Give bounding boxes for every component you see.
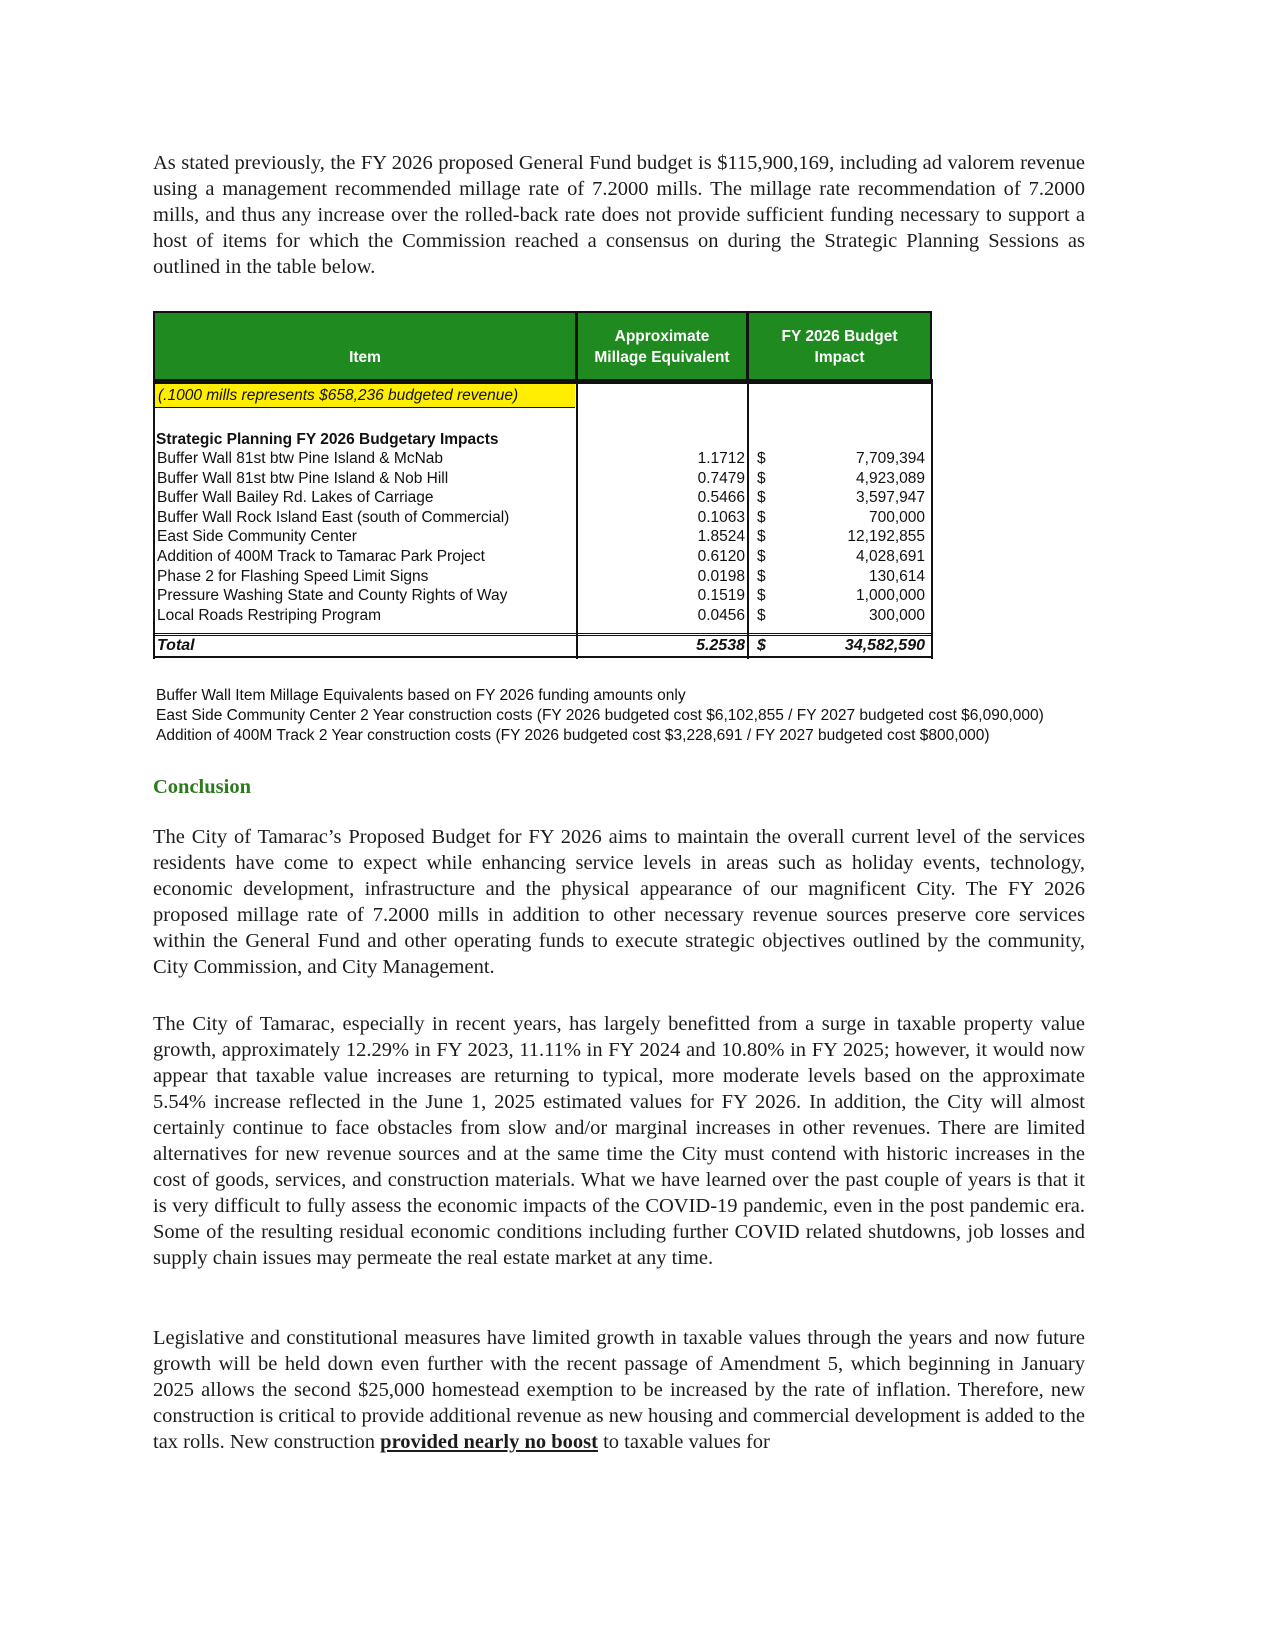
row-amount: 130,614 bbox=[868, 567, 925, 585]
row-dollar-sign: $ bbox=[757, 508, 766, 526]
row-millage: 1.8524 bbox=[697, 528, 745, 546]
table-row bbox=[153, 527, 933, 548]
row-millage: 1.1712 bbox=[697, 450, 745, 467]
row-item: East Side Community Center bbox=[157, 528, 357, 546]
table-row bbox=[153, 449, 933, 470]
row-amount: 1,000,000 bbox=[856, 587, 925, 605]
row-millage: 0.1519 bbox=[697, 587, 745, 605]
table-row bbox=[153, 606, 933, 627]
row-dollar-sign: $ bbox=[757, 469, 766, 487]
conclusion-paragraph-2: The City of Tamarac, especially in recent years, has largely benefitted from a surge in taxable property value growth, approximately 12.29% in FY 2023, 11.11% in FY 2024 and 10.80% in FY 2025; however, it would now appear that taxable value increases are returning to typical, more moderate levels based on the approximate 5.54% increase reflected in the June 1, 2025 estimated values for FY 2026. In addition, the City will almost certainly continue to face obstacles from slow and/or marginal increases in other revenues. There are limited alternatives for new revenue sources and at the same time the City must contend with historic increases in the cost of goods, services, and construction materials. What we have learned over the past couple of years is that it is very difficult to fully assess the economic impacts of the COVID-19 pandemic, even in the post pandemic era. Some of the resulting residual economic conditions including further COVID related shutdowns, job losses and supply chain issues may permeate the real estate market at any time. bbox=[153, 1013, 1085, 1269]
table-row bbox=[153, 547, 933, 568]
table-row bbox=[153, 586, 933, 607]
total-dollar-sign: $ bbox=[757, 637, 766, 654]
row-dollar-sign: $ bbox=[757, 489, 766, 507]
strategic-planning-table bbox=[153, 311, 933, 659]
header-item: Item bbox=[153, 311, 577, 381]
row-dollar-sign: $ bbox=[757, 567, 766, 585]
row-item: Phase 2 for Flashing Speed Limit Signs bbox=[157, 567, 429, 585]
total-row bbox=[153, 636, 933, 657]
footnote-track: Addition of 400M Track 2 Year construction costs (FY 2026 budgeted cost $3,228,691 / FY 2027 budgeted cost $800,000) bbox=[156, 727, 990, 744]
total-divider bbox=[153, 633, 933, 634]
row-millage: 0.7479 bbox=[697, 469, 745, 487]
conclusion-paragraph-3 bbox=[153, 1325, 1085, 1455]
row-item: Pressure Washing State and County Rights of Way bbox=[157, 587, 508, 605]
row-millage: 0.1063 bbox=[697, 508, 745, 526]
conclusion-paragraph-1: The City of Tamarac’s Proposed Budget for FY 2026 aims to maintain the overall current level of the services residents have come to expect while enhancing service levels in areas such as holiday events, technology, economic development, infrastructure and the physical appearance of our magnificent City. The FY 2026 proposed millage rate of 7.2000 mills in addition to other necessary revenue sources preserve core services within the General Fund and other operating funds to execute strategic objectives outlined by the community, City Commission, and City Management. bbox=[153, 826, 1085, 978]
total-amount: 34,582,590 bbox=[844, 637, 925, 654]
row-item: Buffer Wall Rock Island East (south of Commercial) bbox=[157, 508, 510, 526]
row-amount: 7,709,394 bbox=[856, 450, 925, 467]
row-amount: 4,028,691 bbox=[856, 548, 925, 565]
row-item: Buffer Wall 81st btw Pine Island & McNab bbox=[157, 450, 444, 467]
header-millage: Approximate Millage Equivalent bbox=[576, 311, 748, 381]
row-millage: 0.5466 bbox=[697, 489, 745, 507]
row-item: Buffer Wall Bailey Rd. Lakes of Carriage bbox=[157, 489, 434, 507]
table-row bbox=[153, 469, 933, 490]
row-amount: 300,000 bbox=[868, 606, 925, 624]
millage-note: (.1000 mills represents $658,236 budgeted revenue) bbox=[155, 384, 575, 408]
row-dollar-sign: $ bbox=[757, 606, 766, 624]
table-row bbox=[153, 508, 933, 529]
paragraph-3-end: to taxable values for bbox=[603, 1431, 770, 1453]
row-millage: 0.0198 bbox=[697, 567, 745, 585]
total-millage: 5.2538 bbox=[696, 637, 745, 654]
footnote-community-center: East Side Community Center 2 Year construction costs (FY 2026 budgeted cost $6,102,855 / FY 2027 budgeted cost $6,090,000) bbox=[156, 707, 1044, 724]
row-millage: 0.0456 bbox=[697, 606, 745, 624]
row-dollar-sign: $ bbox=[757, 548, 766, 565]
row-amount: 4,923,089 bbox=[856, 469, 925, 487]
conclusion-heading: Conclusion bbox=[153, 776, 251, 798]
table-row bbox=[153, 488, 933, 509]
intro-paragraph: As stated previously, the FY 2026 proposed General Fund budget is $115,900,169, including ad valorem revenue using a management recommended millage rate of 7.2000 mills. The millage rate recommendation of 7.2000 mills, and thus any increase over the rolled-back rate does not provide sufficient funding necessary to support a host of items for which the Commission reached a consensus on during the Strategic Planning Sessions as outlined in the table below. bbox=[153, 152, 1085, 278]
row-dollar-sign: $ bbox=[757, 528, 766, 546]
row-amount: 12,192,855 bbox=[847, 528, 925, 546]
row-amount: 3,597,947 bbox=[856, 489, 925, 507]
row-dollar-sign: $ bbox=[757, 450, 766, 467]
row-millage: 0.6120 bbox=[697, 548, 745, 565]
table-row bbox=[153, 567, 933, 588]
row-item: Buffer Wall 81st btw Pine Island & Nob Hill bbox=[157, 469, 449, 487]
paragraph-3-start: Legislative and constitutional measures have limited growth in taxable values through the years and now future growth will be held down even further with the recent passage of Amendment 5, which beginning in January 2025 allows the second $25,000 homestead exemption to be increased by the rate of inflation. Therefore, new construction is critical to provide additional revenue as new housing and commercial development is added to the tax rolls. New construction bbox=[153, 1327, 1085, 1453]
row-dollar-sign: $ bbox=[757, 587, 766, 605]
row-amount: 700,000 bbox=[868, 508, 925, 526]
row-item: Local Roads Restriping Program bbox=[157, 606, 381, 624]
emphasis-no-boost: provided nearly no boost bbox=[380, 1431, 598, 1453]
table-section-heading: Strategic Planning FY 2026 Budgetary Impacts bbox=[156, 431, 499, 448]
header-budget-impact: FY 2026 Budget Impact bbox=[747, 311, 932, 381]
footnote-buffer-wall: Buffer Wall Item Millage Equivalents based on FY 2026 funding amounts only bbox=[156, 687, 686, 704]
table-border-bottom bbox=[153, 656, 933, 658]
row-item: Addition of 400M Track to Tamarac Park Project bbox=[157, 548, 485, 565]
total-label: Total bbox=[157, 637, 195, 654]
